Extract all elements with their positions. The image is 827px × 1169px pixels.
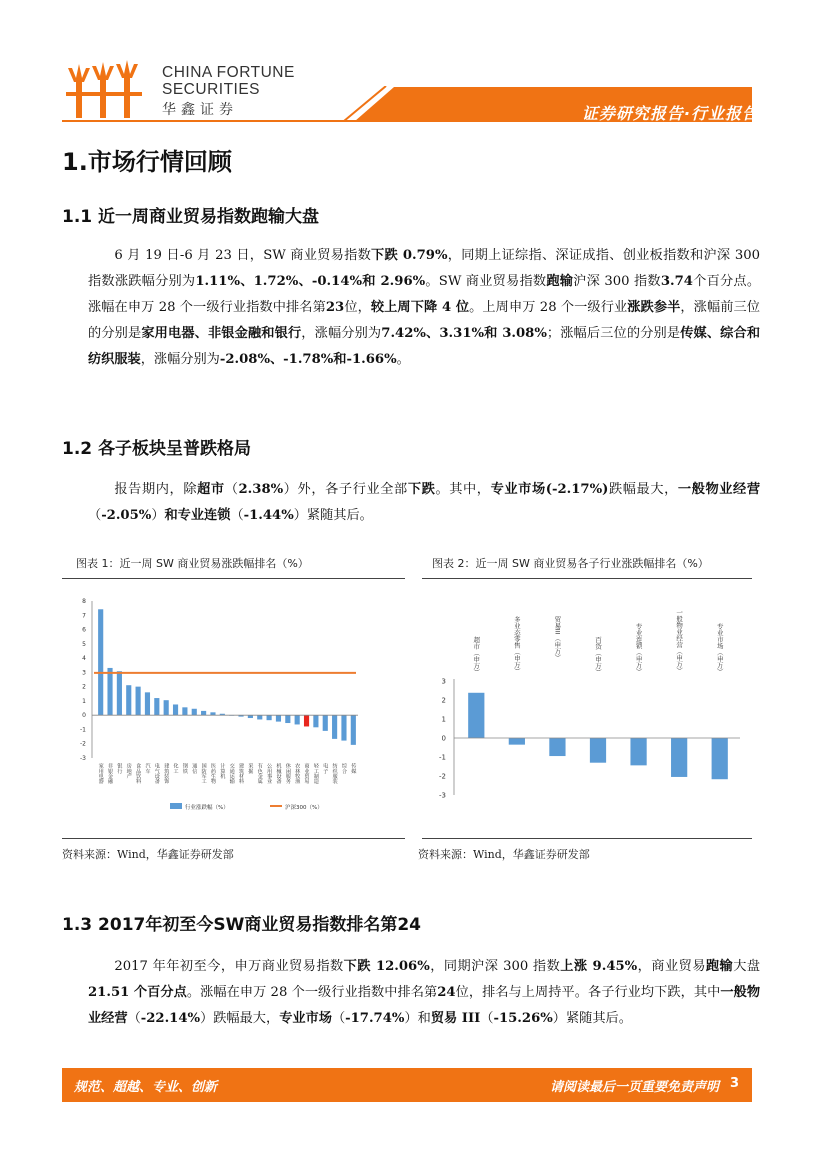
footer-slogan: 规范、超越、专业、创新 xyxy=(74,1080,218,1095)
x-tick-label: 机械设备 xyxy=(275,763,282,784)
x-tick-label: 纺织服装 xyxy=(331,763,338,784)
figure-2-caption: 图表 2：近一周 SW 商业贸易各子行业涨跌幅排名（%） xyxy=(432,557,709,570)
x-tick-label: 建筑装饰 xyxy=(163,763,170,784)
figure-2-bottom-rule xyxy=(422,838,752,839)
category-label: 贸易III（申万） xyxy=(553,615,562,661)
subsection-title-1-2: 1.2 各子板块呈普跌格局 xyxy=(62,439,252,459)
x-tick-label: 通信 xyxy=(191,763,198,774)
y-tick-label: 6 xyxy=(82,626,86,634)
x-tick-label: 房地产 xyxy=(125,763,132,779)
y-tick-label: 1 xyxy=(82,697,86,705)
company-name-en-1: CHINA FORTUNE xyxy=(162,64,295,81)
bar-24 xyxy=(323,715,328,731)
y-tick-label: 4 xyxy=(82,655,86,663)
bar-6 xyxy=(154,698,159,715)
x-tick-label: 建筑材料 xyxy=(238,763,245,784)
bar-5 xyxy=(145,692,150,715)
bar-20 xyxy=(285,715,290,723)
x-tick-label: 非银金融 xyxy=(107,763,114,784)
y-tick-label: -3 xyxy=(439,791,446,800)
x-tick-label: 食品饮料 xyxy=(135,763,142,784)
paragraph-3: 2017 年年初至今，申万商业贸易指数下跌 12.06%，同期沪深 300 指数上涨 9.45%，商业贸易跑输大盘21.51 个百分点。涨幅在申万 28 个一级行业指数中排名第24位，排名与上周持平。各子行业均下跌，其中一般物业经营（-22.14%）跌幅最大，专业市场（-17.74%）和贸易 III（-15.26%）紧随其后。 xyxy=(88,959,761,1026)
figure-1-bottom-rule xyxy=(62,838,405,839)
legend-label-industry: 行业涨跌幅（%） xyxy=(185,805,229,811)
bar-8 xyxy=(173,704,178,715)
bar-4 xyxy=(136,687,141,716)
x-tick-label: 商业贸易 xyxy=(303,763,310,784)
figure-1-top-rule xyxy=(62,578,405,579)
chart-subindustry-ranking xyxy=(422,580,752,838)
y-tick-label: 2 xyxy=(82,683,86,691)
x-tick-label: 农林牧渔 xyxy=(294,763,301,784)
legend-label-hs300: 沪深300（%） xyxy=(285,805,323,811)
y-tick-label: -1 xyxy=(80,726,86,734)
category-label: 百货（申万） xyxy=(594,636,602,676)
company-name-cn: 华鑫证券 xyxy=(162,102,238,118)
category-label: 专业连锁（申万） xyxy=(634,622,643,675)
bar-1 xyxy=(509,738,525,745)
bar-21 xyxy=(295,715,300,724)
x-tick-label: 采掘 xyxy=(247,763,254,774)
subsection-title-1-1: 1.1 近一周商业贸易指数跑输大盘 xyxy=(62,207,320,227)
section-title: 1.市场行情回顾 xyxy=(62,148,232,176)
x-tick-label: 传媒 xyxy=(350,763,357,774)
page-number: 3 xyxy=(729,1076,739,1091)
chart-industry-ranking xyxy=(62,580,405,838)
bar-4 xyxy=(630,738,646,765)
x-tick-label: 计算机 xyxy=(219,763,226,779)
y-tick-label: 0 xyxy=(441,734,446,743)
bar-25 xyxy=(332,715,337,739)
footer-disclaimer-notice: 请阅读最后一页重要免责声明 xyxy=(549,1080,719,1095)
y-tick-label: 0 xyxy=(82,712,86,720)
bar-16 xyxy=(248,715,253,718)
x-tick-label: 医药生物 xyxy=(209,763,216,784)
y-tick-label: -1 xyxy=(439,753,446,762)
figure-2-source: 资料来源：Wind，华鑫证券研发部 xyxy=(418,848,590,861)
bar-0 xyxy=(468,693,484,738)
legend-swatch-industry xyxy=(170,803,182,809)
x-tick-label: 轻工制造 xyxy=(312,763,319,784)
bar-1 xyxy=(107,668,112,715)
x-tick-label: 交通运输 xyxy=(228,763,235,784)
y-tick-label: -2 xyxy=(439,772,446,781)
x-tick-label: 电子 xyxy=(322,763,329,774)
bar-3 xyxy=(590,738,606,763)
bar-5 xyxy=(671,738,687,777)
bar-26 xyxy=(341,715,346,740)
bar-19 xyxy=(276,715,281,721)
paragraph-1: 6 月 19 日-6 月 23 日，SW 商业贸易指数下跌 0.79%，同期上证综指、深证成指、创业板指数和沪深 300 指数涨跌幅分别为1.11%、1.72%、-0.14%和 2.96%。SW 商业贸易指数跑输沪深 300 指数3.74个百分点。涨幅在申万 28 个一级行业指数中排名第23位，较上周下降 4 位。上周申万 28 个一级行业涨跌参半，涨幅前三位的分别是家用电器、非银金融和银行，涨幅分别为7.42%、3.31%和 3.08%；涨幅后三位的分别是传媒、综合和纺织服装，涨幅分别为-2.08%、-1.78%和-1.66%。 xyxy=(88,248,761,367)
x-tick-label: 国防军工 xyxy=(200,763,207,784)
y-tick-label: -2 xyxy=(80,740,86,748)
y-tick-label: 1 xyxy=(441,715,446,724)
bar-23 xyxy=(313,715,318,727)
bar-2 xyxy=(117,671,122,715)
bar-3 xyxy=(126,685,131,715)
bar-17 xyxy=(257,715,262,719)
figure-2-top-rule xyxy=(422,578,752,579)
figure-1-caption: 图表 1：近一周 SW 商业贸易涨跌幅排名（%） xyxy=(76,557,309,570)
bar-0 xyxy=(98,609,103,715)
x-tick-label: 综合 xyxy=(340,763,347,774)
x-tick-label: 有色金属 xyxy=(256,763,263,784)
x-tick-label: 银行 xyxy=(116,763,123,774)
bar-9 xyxy=(182,707,187,715)
bar-11 xyxy=(201,711,206,715)
bar-7 xyxy=(164,700,169,715)
subsection-title-1-3: 1.3 2017年初至今SW商业贸易指数排名第24 xyxy=(62,915,421,935)
category-label: 多业态零售（申万） xyxy=(512,615,521,675)
category-label: 专业市场（申万） xyxy=(715,622,724,675)
category-label: 一般物业经营（申万） xyxy=(675,609,684,674)
paragraph-2: 报告期内，除超市（2.38%）外，各子行业全部下跌。其中，专业市场(-2.17%)跌幅最大，一般物业经营（-2.05%）和专业连锁（-1.44%）紧随其后。 xyxy=(88,482,761,523)
bar-6 xyxy=(712,738,728,779)
y-tick-label: 3 xyxy=(82,669,86,677)
company-name-en-2: SECURITIES xyxy=(162,81,261,98)
report-type-label: 证券研究报告·行业报告 xyxy=(581,104,759,123)
x-tick-label: 家用电器 xyxy=(97,763,104,784)
bar-2 xyxy=(549,738,565,756)
x-tick-label: 钢铁 xyxy=(181,763,188,774)
bar-27 xyxy=(351,715,356,745)
x-tick-label: 化工 xyxy=(172,763,179,774)
y-tick-label: 8 xyxy=(82,598,86,605)
y-tick-label: -3 xyxy=(80,755,86,762)
bar-10 xyxy=(192,709,197,715)
x-tick-label: 公用事业 xyxy=(266,763,273,784)
y-tick-label: 7 xyxy=(82,612,86,620)
y-tick-label: 2 xyxy=(441,696,446,705)
bar-18 xyxy=(267,715,272,720)
x-tick-label: 休闲服务 xyxy=(284,763,291,784)
y-tick-label: 5 xyxy=(82,640,86,648)
bar-22 xyxy=(304,715,309,726)
category-label: 超市（申万） xyxy=(472,636,481,676)
figure-1-source: 资料来源：Wind，华鑫证券研发部 xyxy=(62,848,234,861)
x-tick-label: 汽车 xyxy=(144,763,151,774)
bar-12 xyxy=(210,712,215,715)
x-tick-label: 电气设备 xyxy=(153,763,160,784)
y-tick-label: 3 xyxy=(441,677,446,686)
